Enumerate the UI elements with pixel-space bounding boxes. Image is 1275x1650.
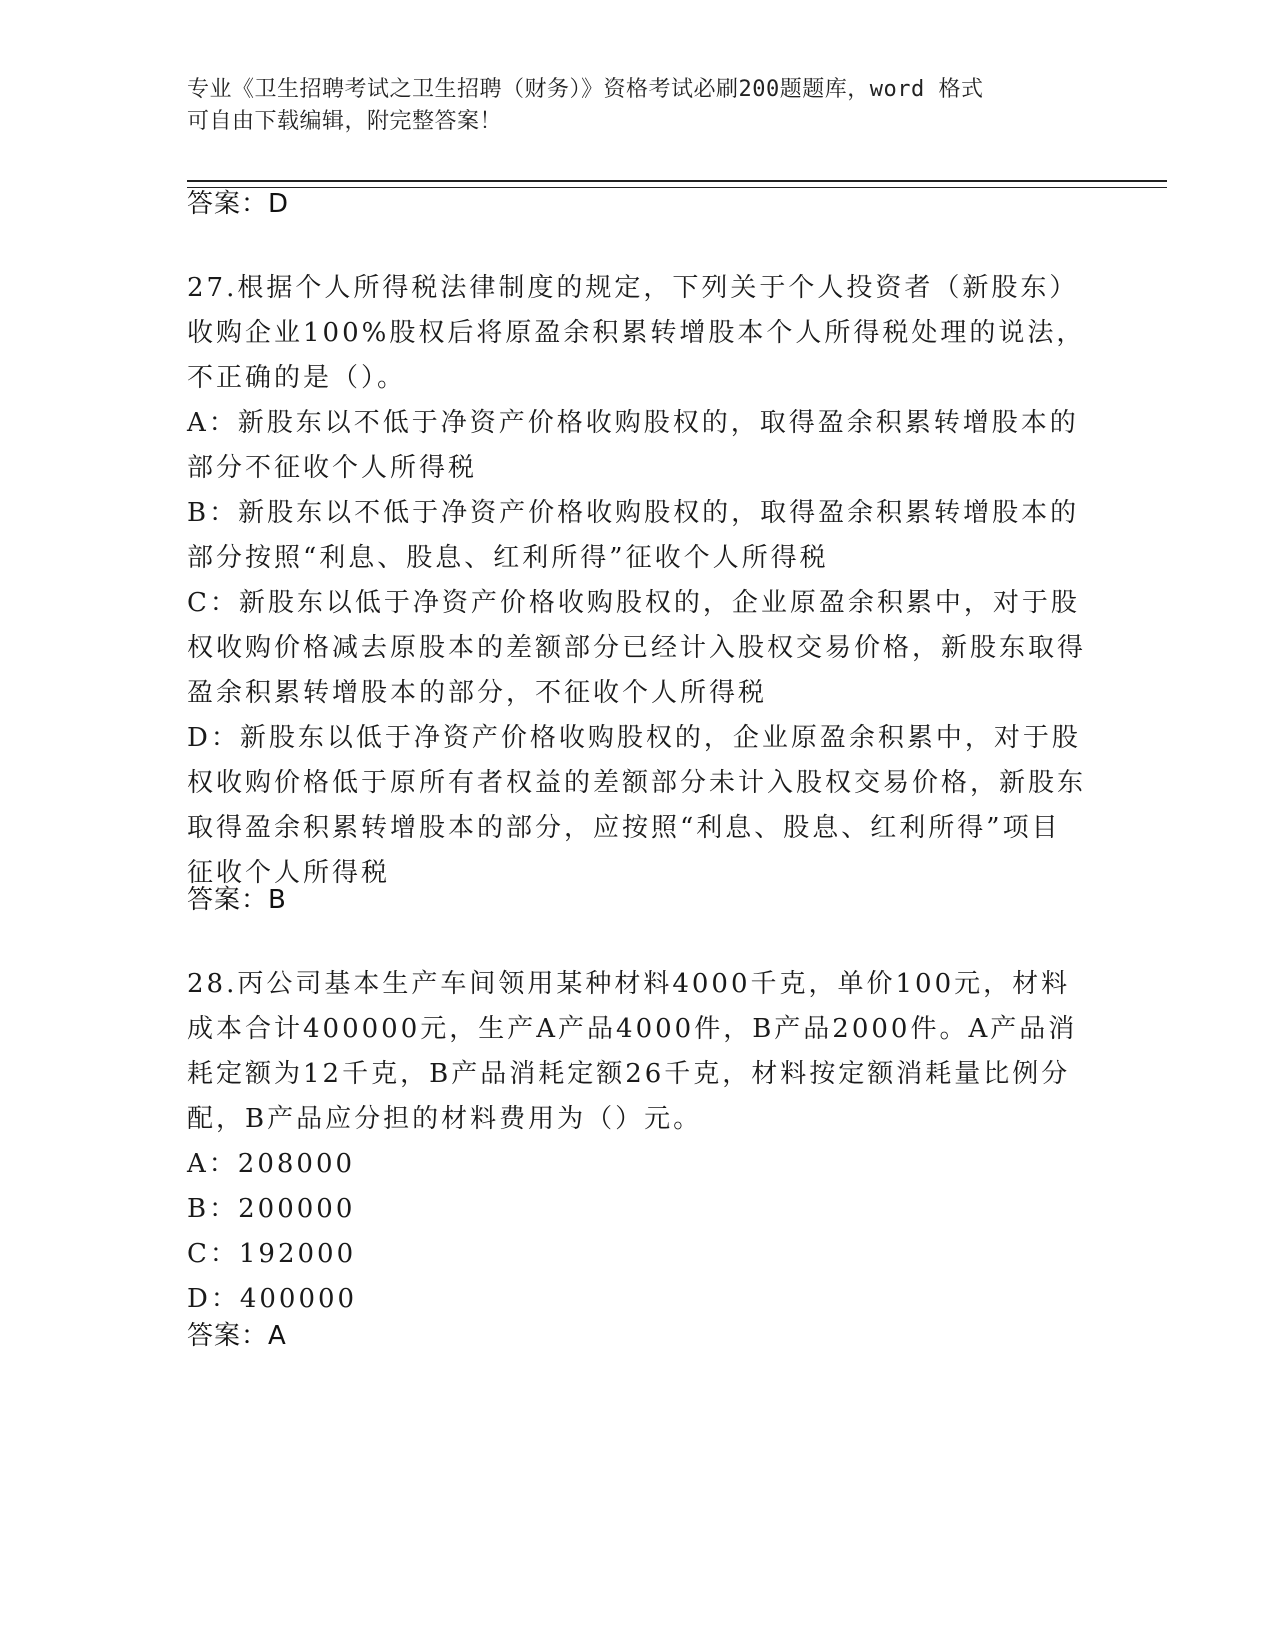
option-c: C：新股东以低于净资产价格收购股权的，企业原盈余积累中，对于股权收购价格减去原股本的差额部分已经计入股权交易价格，新股东取得盈余积累转增股本的部分，不征收个人所得税 [187,588,1087,708]
answer-27: 答案：B [187,885,287,915]
option-a: A：208000 [187,1149,356,1179]
option-c: C：192000 [187,1239,357,1269]
question-stem: 27.根据个人所得税法律制度的规定，下列关于个人投资者（新股东）收购企业100%股权后将原盈余积累转增股本个人所得税处理的说法，不正确的是（）。 [187,273,1086,393]
question-27 [187,266,1087,896]
option-d: D：400000 [187,1284,358,1314]
page-header [187,74,1087,138]
header-divider [187,180,1167,188]
option-b: B：200000 [187,1194,356,1224]
option-a: A：新股东以不低于净资产价格收购股权的，取得盈余积累转增股本的部分不征收个人所得税 [187,408,1079,483]
header-line-1: 专业《卫生招聘考试之卫生招聘（财务）》资格考试必刷200题题库，word 格式 [187,77,984,102]
previous-answer: 答案：D [187,189,290,219]
option-b: B：新股东以不低于净资产价格收购股权的，取得盈余积累转增股本的部分按照“利息、股息、红利所得”征收个人所得税 [187,498,1080,573]
option-d: D：新股东以低于净资产价格收购股权的，企业原盈余积累中，对于股权收购价格低于原所有者权益的差额部分未计入股权交易价格，新股东取得盈余积累转增股本的部分，应按照“利息、股息、红利所得”项目征收个人所得税 [187,723,1087,888]
question-stem: 28.丙公司基本生产车间领用某种材料4000千克，单价100元，材料成本合计400000元，生产A产品4000件，B产品2000件。A产品消耗定额为12千克，B产品消耗定额26千克，材料按定额消耗量比例分配，B产品应分担的材料费用为（）元。 [187,969,1078,1134]
header-line-2: 可自由下载编辑，附完整答案！ [187,109,503,134]
question-28 [187,962,1087,1322]
answer-28: 答案：A [187,1321,287,1351]
